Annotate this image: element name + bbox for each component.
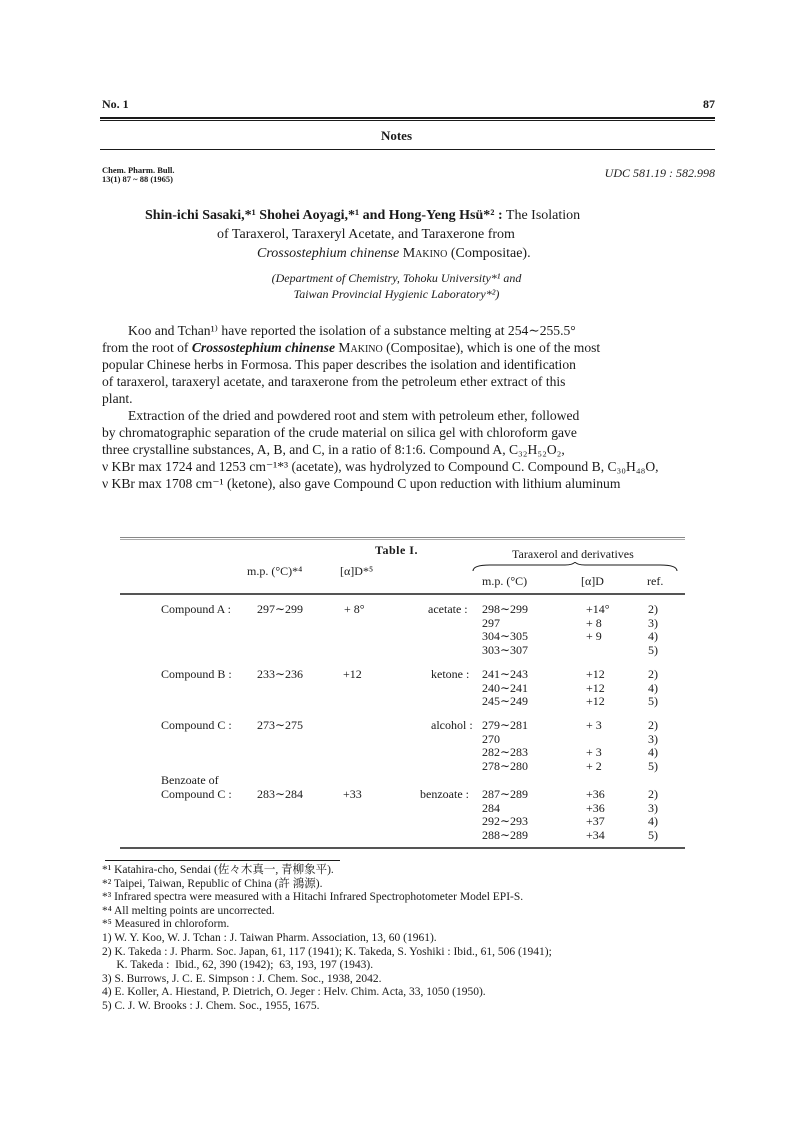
ref: 2) — [648, 602, 658, 616]
th-group: Taraxerol and derivatives — [512, 547, 634, 561]
lit-mp: 287∼289 — [482, 787, 529, 801]
lit-alpha: +12 — [586, 680, 605, 695]
p1-line3: popular Chinese herbs in Formosa. This paper describes the isolation and identification — [102, 357, 576, 372]
ref: 3) — [648, 615, 658, 630]
table-bottom-rule — [120, 847, 685, 849]
lit-alpha: +12 — [586, 667, 605, 681]
p1-line1: Koo and Tchan¹⁾ have reported the isolation of a substance melting at 254∼255.5° — [128, 323, 576, 338]
p1-line2 — [102, 339, 715, 356]
row-b-lit-mp — [482, 668, 528, 709]
th-mp: m.p. (°C)*⁴ — [247, 564, 303, 578]
lit-alpha: +36 — [586, 787, 605, 801]
lit-mp: 240∼241 — [482, 680, 529, 695]
table-top-rule — [120, 593, 685, 595]
row-b-alpha: +12 — [343, 667, 362, 681]
ref: 4) — [648, 745, 658, 759]
footnotes — [102, 864, 715, 1014]
lit-alpha: + 2 — [586, 758, 602, 773]
row-d-compound-pre: Benzoate of — [161, 773, 219, 787]
bulletin-ref-line2: 13(1) 87 ~ 88 (1965) — [102, 174, 173, 184]
ref: 5) — [648, 642, 658, 657]
lit-mp: 304∼305 — [482, 629, 529, 643]
body-text — [102, 322, 715, 492]
ref: 4) — [648, 814, 658, 828]
p1-line2b: (Compositae), which is one of the most — [386, 340, 601, 355]
species-author: Makino — [338, 340, 383, 355]
row-c-compound: Compound C : — [161, 718, 232, 732]
group-brace — [470, 562, 680, 572]
footnote: *² Taipei, Taiwan, Republic of China (許 鴻源). — [102, 877, 323, 890]
ref: 5) — [648, 827, 658, 842]
lit-mp: 241∼243 — [482, 667, 529, 681]
ref: 5) — [648, 694, 658, 708]
affiliation-2: Taiwan Provincial Hygienic Laboratory*²) — [293, 287, 500, 301]
ref: 4) — [648, 629, 658, 643]
row-a-compound: Compound A : — [161, 602, 232, 616]
lit-mp: 303∼307 — [482, 642, 529, 657]
title-species: Crossostephium chinense — [257, 246, 400, 261]
ref: 2) — [648, 787, 658, 801]
row-c-lit-mp — [482, 719, 528, 773]
p1-line4: of taraxerol, taraxeryl acetate, and taraxerone from the petroleum ether extract of this — [102, 374, 566, 389]
title-part-3: (Compositae). — [450, 246, 531, 261]
ref: 3) — [648, 800, 658, 815]
ref: 2) — [648, 667, 658, 681]
header-rule-thin — [100, 120, 715, 121]
reference: 5) C. J. W. Brooks : J. Chem. Soc., 1955, 1675. — [102, 999, 320, 1012]
row-a-lit-mp — [482, 603, 528, 657]
reference: 2) K. Takeda : J. Pharm. Soc. Japan, 61, 117 (1941); K. Takeda, S. Yoshiki : Ibid., 61, 506 (1941); — [102, 945, 552, 958]
row-c-deriv: alcohol : — [431, 718, 473, 732]
lit-mp: 297 — [482, 615, 500, 630]
reference: 3) S. Burrows, J. C. E. Simpson : J. Chem. Soc., 1938, 2042. — [102, 972, 382, 985]
row-c-mp: 273∼275 — [257, 718, 304, 732]
p2-line5: ν KBr max 1708 cm⁻¹ (ketone), also gave Compound C upon reduction with lithium aluminum — [102, 476, 621, 491]
lit-alpha: +12 — [586, 694, 605, 708]
row-b-deriv: ketone : — [431, 667, 470, 681]
row-a-refs — [648, 603, 658, 657]
header-rule — [100, 117, 715, 119]
p2-line4: ν KBr max 1724 and 1253 cm⁻¹*³ (acetate), was hydrolyzed to Compound C. Compound B, C₃₀H₄₈O, — [102, 459, 659, 474]
row-d-alpha: +33 — [343, 787, 362, 801]
lit-alpha: + 9 — [586, 629, 602, 643]
lit-alpha — [586, 733, 602, 747]
row-a-alpha: + 8° — [344, 602, 365, 616]
lit-alpha — [586, 644, 610, 658]
footnote: *⁵ Measured in chloroform. — [102, 918, 230, 931]
row-d-lit-alpha — [586, 788, 605, 842]
row-b-compound: Compound B : — [161, 667, 232, 681]
footnote: *⁴ All melting points are uncorrected. — [102, 904, 275, 917]
ref: 4) — [648, 680, 658, 695]
authors: Shin-ichi Sasaki,*¹ Shohei Aoyagi,*¹ and Hong-Yeng Hsü*² : — [145, 208, 503, 223]
th-alpha: [α]D*⁵ — [340, 564, 374, 578]
article-title — [145, 206, 705, 263]
row-a-lit-alpha — [586, 603, 610, 657]
row-a-mp: 297∼299 — [257, 602, 304, 616]
lit-alpha: + 3 — [586, 718, 602, 732]
footnote: *³ Infrared spectra were measured with a Hitachi Infrared Spectrophotometer Model EPI-S. — [102, 891, 524, 904]
reference: 1) W. Y. Koo, W. J. Tchan : J. Taiwan Pharm. Association, 13, 60 (1961). — [102, 931, 437, 944]
th-mp2: m.p. (°C) — [482, 574, 528, 588]
section-title: Notes — [380, 128, 413, 143]
lit-mp: 270 — [482, 731, 500, 746]
affiliations — [0, 270, 793, 302]
p1-line5: plant. — [102, 391, 133, 406]
affiliation-1: (Department of Chemistry, Tohoku University*¹ and — [271, 271, 522, 285]
title-part-2: of Taraxerol, Taraxeryl Acetate, and Taraxerone from — [217, 227, 515, 242]
row-b-mp: 233∼236 — [257, 667, 304, 681]
footnote: *¹ Katahira-cho, Sendai (佐々木真一, 青柳象平). — [102, 864, 334, 876]
udc-code: UDC 581.19 : 582.998 — [604, 166, 715, 180]
reference: 4) E. Koller, A. Hiestand, P. Dietrich, O. Jeger : Helv. Chim. Acta, 33, 1050 (1950). — [102, 986, 486, 999]
bulletin-ref-line1: Chem. Pharm. Bull. — [102, 165, 175, 175]
journal-number: No. 1 — [102, 97, 129, 111]
row-d-deriv: benzoate : — [420, 787, 469, 801]
ref: 5) — [648, 758, 658, 773]
row-b-lit-alpha — [586, 668, 605, 709]
reference: K. Takeda : Ibid., 62, 390 (1942); 63, 193, 197 (1943). — [102, 959, 374, 972]
row-a-deriv: acetate : — [428, 602, 468, 616]
row-d-refs — [648, 788, 658, 842]
row-d-mp: 283∼284 — [257, 787, 304, 801]
lit-alpha: +34 — [586, 827, 605, 842]
lit-alpha: + 3 — [586, 745, 602, 759]
lit-alpha: +37 — [586, 814, 605, 828]
lit-alpha: +36 — [586, 800, 605, 815]
th-ref: ref. — [647, 574, 664, 588]
section-rule — [100, 149, 715, 150]
page-number: 87 — [703, 97, 715, 111]
row-d-compound: Compound C : — [161, 787, 232, 801]
ref: 3) — [648, 731, 658, 746]
lit-mp: 298∼299 — [482, 602, 529, 616]
bulletin-reference — [102, 166, 175, 184]
row-c-refs — [648, 719, 658, 773]
p1-line2a: from the root of — [102, 340, 189, 355]
species-name: Crossostephium chinense — [191, 340, 336, 355]
table-top-rule-faint — [120, 537, 685, 538]
footnote-rule — [105, 860, 340, 861]
lit-alpha: +14° — [586, 602, 610, 616]
table-caption: Table I. — [375, 543, 418, 557]
lit-mp: 292∼293 — [482, 814, 529, 828]
table-top-rule-faint-2 — [120, 539, 685, 540]
row-c-lit-alpha — [586, 719, 602, 773]
lit-mp: 245∼249 — [482, 694, 529, 708]
row-d-lit-mp — [482, 788, 528, 842]
title-species-author: Makino — [402, 246, 448, 261]
th-alpha2: [α]D — [581, 574, 604, 588]
lit-mp: 284 — [482, 800, 500, 815]
lit-mp: 288∼289 — [482, 827, 529, 842]
p2-line1: Extraction of the dried and powdered root and stem with petroleum ether, followed — [128, 408, 580, 423]
ref: 2) — [648, 718, 658, 732]
lit-mp: 278∼280 — [482, 758, 529, 773]
lit-mp: 279∼281 — [482, 718, 529, 732]
title-part-1: The Isolation — [505, 208, 581, 223]
lit-alpha: + 8 — [586, 615, 602, 630]
p2-line3: three crystalline substances, A, B, and C, in a ratio of 8:1:6. Compound A, C₃₂H₅₂O₂, — [102, 442, 565, 457]
row-b-refs — [648, 668, 658, 709]
p2-line2: by chromatographic separation of the crude material on silica gel with chloroform gave — [102, 425, 577, 440]
lit-mp: 282∼283 — [482, 745, 529, 759]
